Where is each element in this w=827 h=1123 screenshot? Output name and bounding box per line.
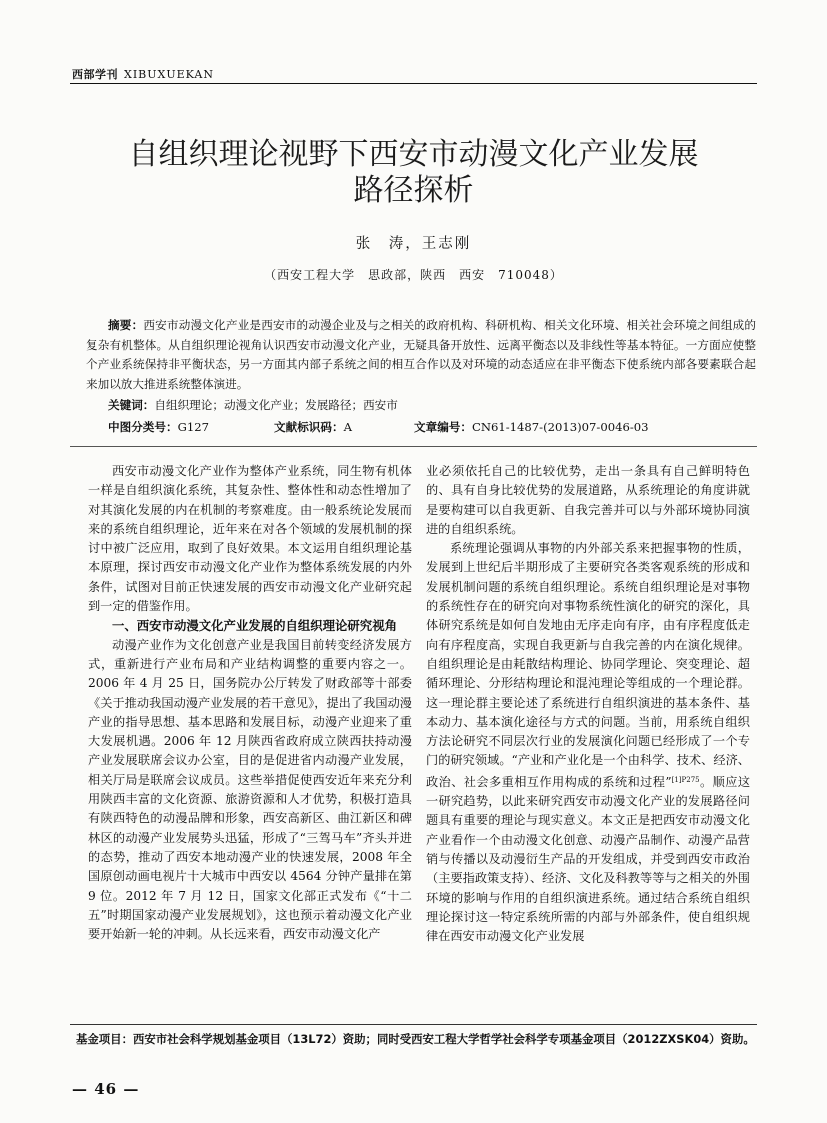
abstract-label: 摘要： <box>108 318 144 332</box>
article-number-label: 文章编号： <box>414 420 472 434</box>
article-title-line1: 自组织理论视野下西安市动漫文化产业发展 <box>128 137 699 172</box>
classification-line <box>108 419 748 435</box>
section-heading: 一、西安市动漫文化产业发展的自组织理论研究视角 <box>112 618 397 634</box>
body-column-right <box>426 462 750 946</box>
body-column-left <box>88 462 412 944</box>
abstract-text: 西安市动漫文化产业是西安市的动漫企业及与之相关的政府机构、科研机构、相关文化环境、相关社会环境之间组成的复杂有机整体。从自组织理论视角认识西安市动漫文化产业，无疑具备开放性、远离平衡态以及非线性等基本特征。一方面应使整个产业系统保持非平衡状态，另一方面其内部子系统之间的相互合作以及对环境的动态适应在非平衡态下使系统内部各要素联合起来加以放大推进系统整体演进。 <box>86 318 756 391</box>
affiliation: （西安工程大学 思政部，陕西 西安 710048） <box>264 268 563 282</box>
doc-code-value: A <box>343 420 352 434</box>
article-number-value: CN61-1487-(2013)07-0046-03 <box>471 420 649 434</box>
citation-marker: [1]P275 <box>671 775 700 784</box>
keywords-text: 自组织理论；动漫文化产业；发展路径；西安市 <box>154 398 398 412</box>
clc-label: 中图分类号： <box>108 420 178 434</box>
paragraph: 动漫产业作为文化创意产业是我国目前转变经济发展方式，重新进行产业布局和产业结构调整的重要内容之一。2006 年 4 月 25 日，国务院办公厅转发了财政部等十部委《关于推动我国动漫产业发展的若干意见》，提出了我国动漫产业的指导思想、基本思路和发展目标，动漫产业迎来了重大发展机遇。2006 年 12 月陕西省政府成立陕西扶持动漫产业发展联席会议办公室，目的是促进省内动漫产业发展，相关厅局是联席会议成员。这些举措促使西安近年来充分利用陕西丰富的文化资源、旅游资源和人才优势，积极打造具有陕西特色的动漫品牌和形象，西安高新区、曲江新区和碑林区的动漫产业发展势头迅猛，形成了“三驾马车”齐头并进的态势，推动了西安本地动漫产业的快速发展，2008 年全国原创动画电视片十大城市中西安以 4564 分钟产量排在第 9 位。2012 年 7 月 12 日，国家文化部正式发布《“十二五”时期国家动漫产业发展规划》，这也预示着动漫文化产业要开始新一轮的冲刺。从长远来看，西安市动漫文化产 <box>88 637 412 942</box>
page-number: — 46 — <box>72 1080 140 1098</box>
keywords-label: 关键词： <box>108 398 155 412</box>
footnote-rule <box>70 1024 757 1025</box>
paragraph-text: 系统理论强调从事物的内外部关系来把握事物的性质，发展到上世纪后半期形成了主要研究各类客观系统的形成和发展机制问题的系统自组织理论。系统自组织理论是对事物的系统性存在的研究向对事物系统性演化的研究的深化，具体研究系统是如何自发地由无序走向有序，由有序程度低走向有序程度高，实现自我更新与自我完善的内在演化规律。自组织理论是由耗散结构理论、协同学理论、突变理论、超循环理论、分形结构理论和混沌理论等组成的一个理论群。这一理论群主要论述了系统进行自组织演进的基本条件、基本动力、基本演化途径与方式的问题。当前，用系统自组织方法论研究不同层次行业的发展演化问题已经形成了一个专门的研究领域。“产业和产业化是一个由科学、技术、经济、政治、社会多重相互作用构成的系统和过程” <box>426 541 750 789</box>
section-divider <box>70 446 757 447</box>
running-header <box>72 66 214 82</box>
journal-name-cn: 西部学刊 <box>72 68 118 81</box>
paragraph: 业必须依托自己的比较优势，走出一条具有自己鲜明特色的、具有自身比较优势的发展道路，从系统理论的角度讲就是要构建可以自我更新、自我完善并可以与外部环境协同演进的自组织系统。 <box>426 464 750 536</box>
keywords <box>108 397 748 413</box>
paragraph <box>426 539 750 946</box>
abstract <box>86 316 756 394</box>
doc-code-label: 文献标识码： <box>274 420 344 434</box>
header-rule <box>70 83 757 84</box>
paragraph-text: 。顺应这一研究趋势，以此来研究西安市动漫文化产业的发展路径问题具有重要的理论与现实意义。本文正是把西安市动漫文化产业看作一个由动漫文化创意、动漫产品制作、动漫产品营销与传播以及动漫衍生产品的开发组成，并受到西安市政治（主要指政策支持）、经济、文化及科教等等与之相关的外围环境的影响与作用的自组织演进系统。通过结合系统自组织理论探讨这一特定系统所需的内部与外部条件，使自组织规律在西安市动漫文化产业发展 <box>426 774 751 944</box>
journal-name-en: XIBUXUEKAN <box>124 68 215 81</box>
authors: 张 涛，王志刚 <box>355 236 472 252</box>
clc-value: G127 <box>177 420 209 434</box>
article-title-line2: 路径探析 <box>353 173 474 208</box>
funding-note: 基金项目：西安市社会科学规划基金项目（13L72）资助；同时受西安工程大学哲学社会科学专项基金项目（2012ZXSK04）资助。 <box>76 1032 755 1046</box>
paragraph: 西安市动漫文化产业作为整体产业系统，同生物有机体一样是自组织演化系统，其复杂性、整体性和动态性增加了对其演化发展的内在机制的考察难度。由一般系统论发展而来的系统自组织理论，近年来在对各个领域的发展机制的探讨中被广泛应用，取到了良好效果。本文运用自组织理论基本原理，探讨西安市动漫文化产业作为整体系统发展的内外条件，试图对目前正快速发展的西安市动漫文化产业研究起到一定的借鉴作用。 <box>88 464 412 614</box>
